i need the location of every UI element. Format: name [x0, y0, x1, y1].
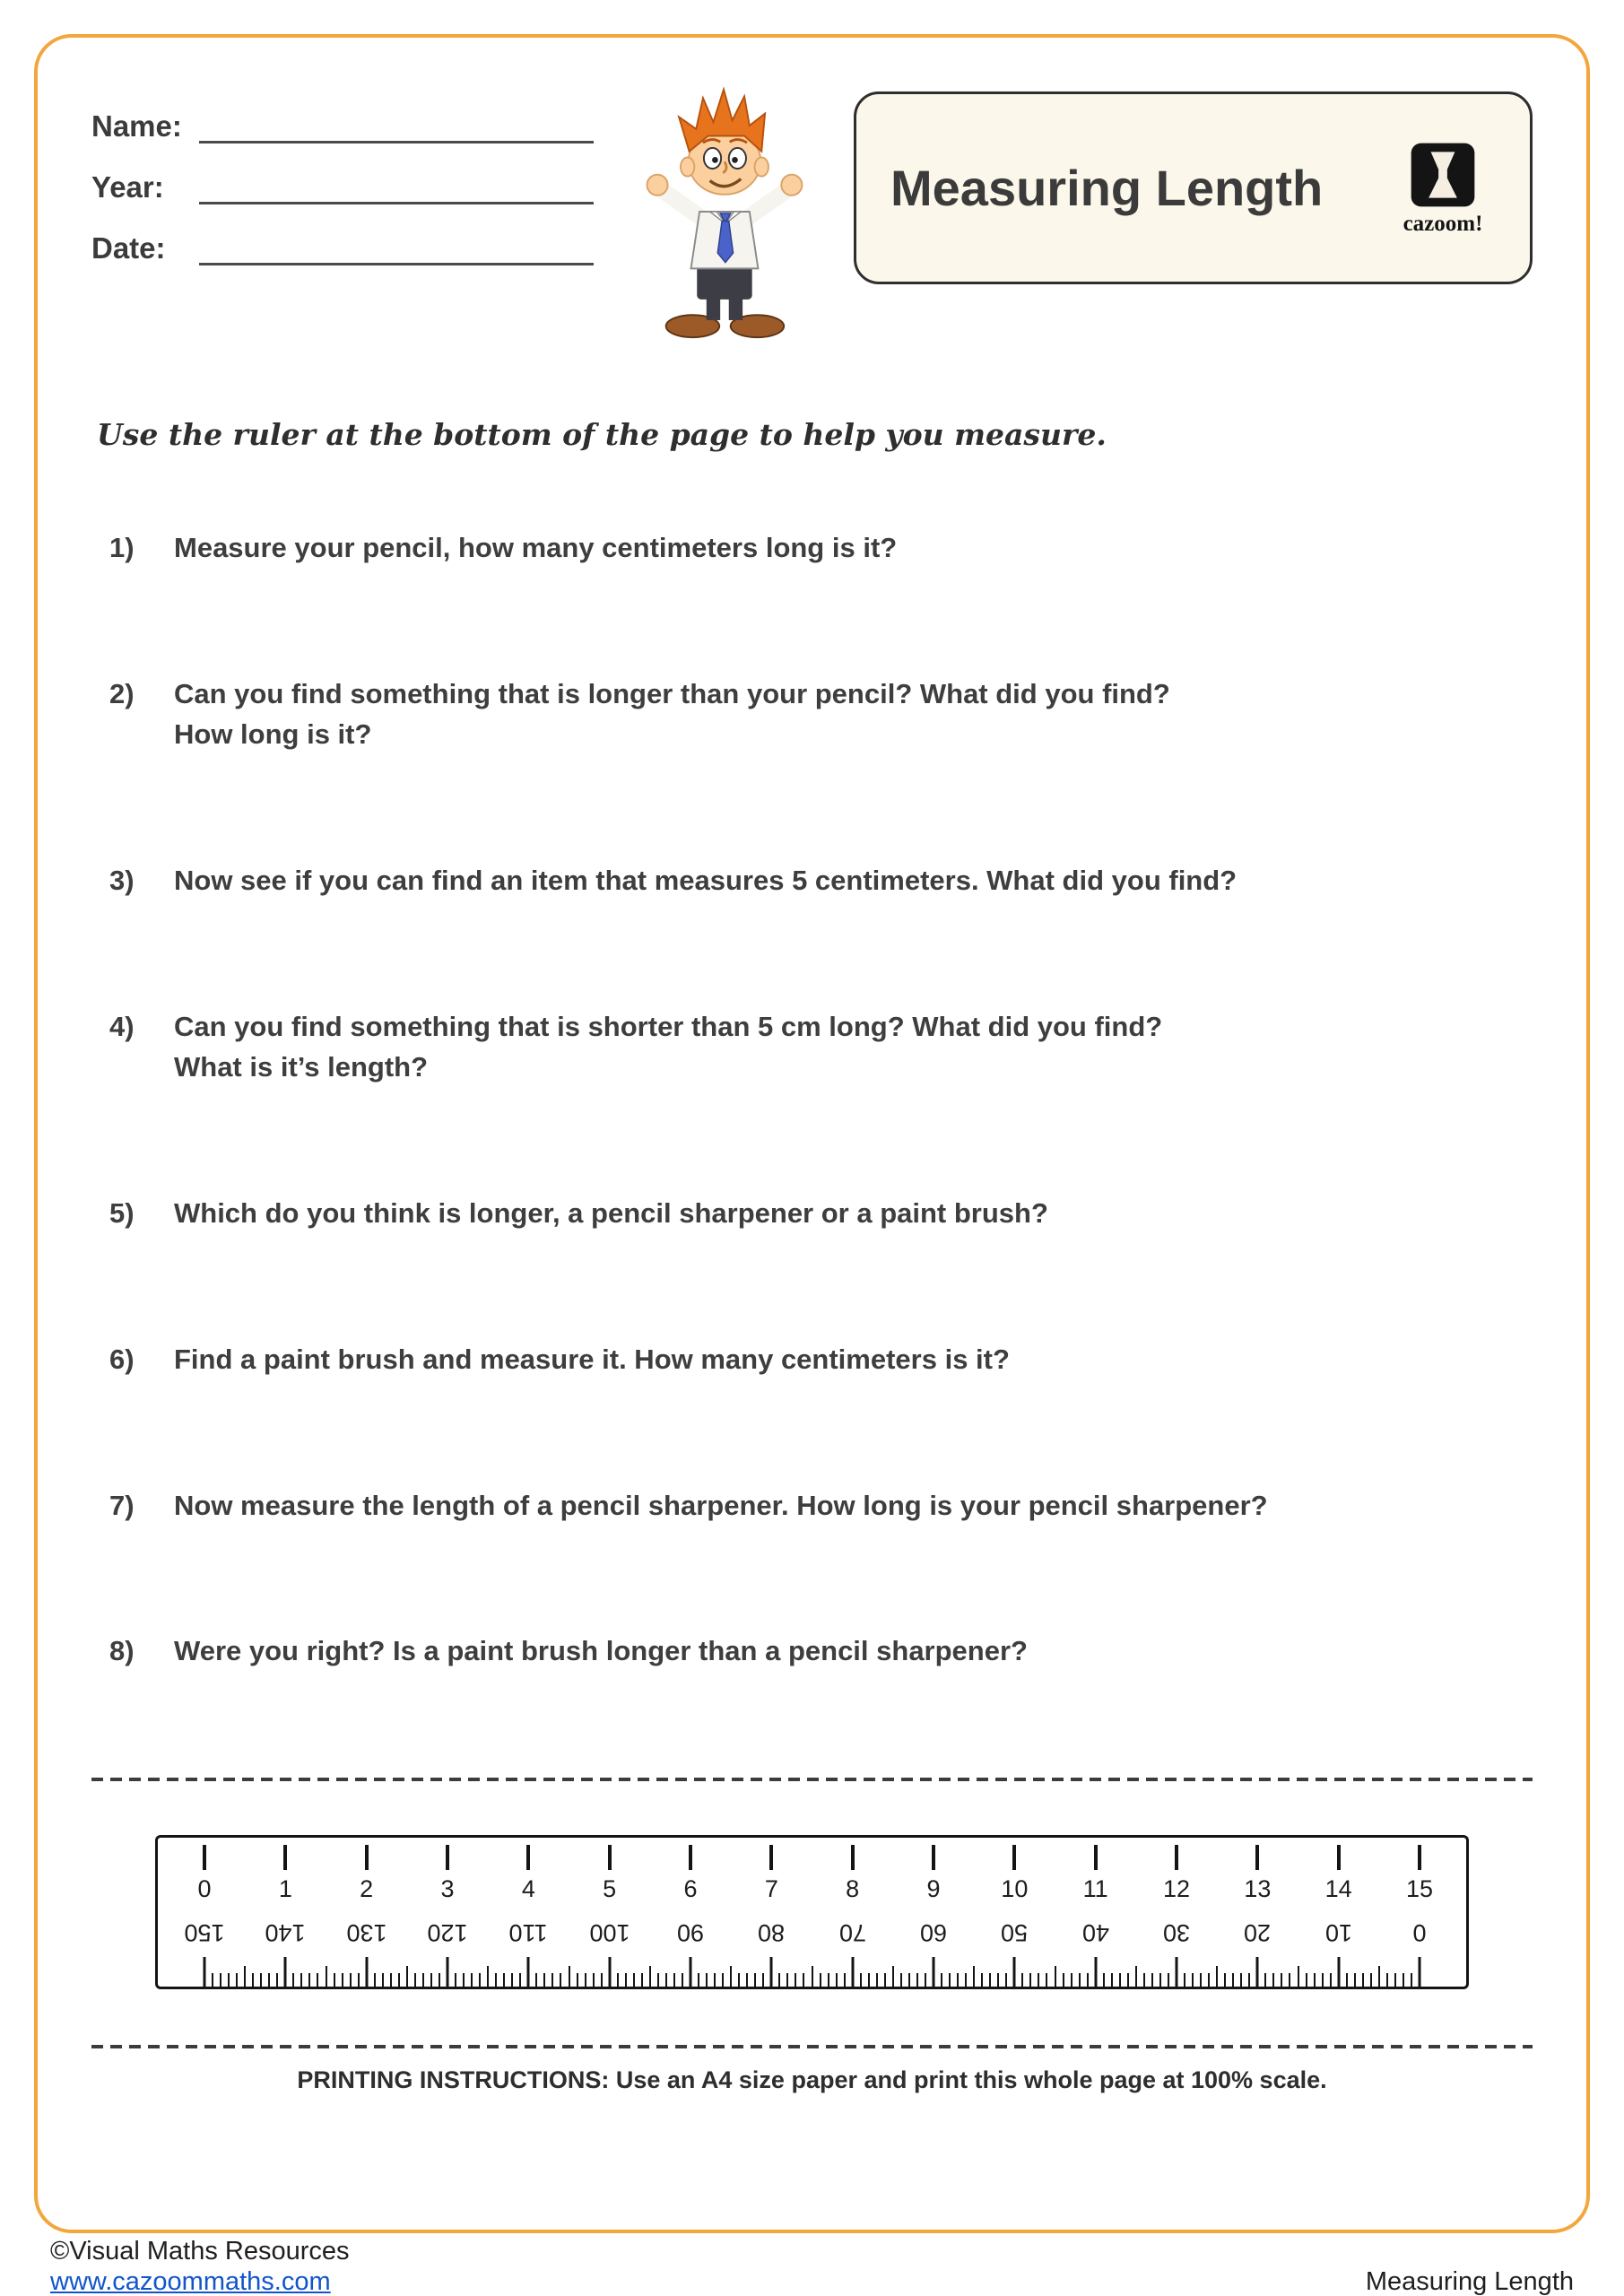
ruler-cm-label: 13 [1244, 1875, 1272, 1903]
ruler-cm-tick [1255, 1845, 1259, 1870]
ruler-mm-tick [300, 1973, 302, 1987]
ruler-mm-tick [690, 1957, 692, 1987]
ruler-mm-tick [276, 1973, 278, 1987]
ruler-cm-label: 14 [1324, 1875, 1352, 1903]
ruler-mm-tick [334, 1973, 335, 1987]
ruler-mm-tick [1224, 1973, 1226, 1987]
ruler-mm-tick [577, 1973, 578, 1987]
ruler-mm-tick [1063, 1973, 1064, 1987]
ruler-mm-label: 130 [346, 1919, 387, 1947]
ruler-mm-tick [778, 1973, 780, 1987]
cazoom-logo-text: cazoom! [1403, 211, 1483, 236]
ruler-mm-tick [1403, 1973, 1404, 1987]
ruler-mm-tick [447, 1957, 449, 1987]
ruler-mm-tick [900, 1973, 902, 1987]
ruler-cm-label: 11 [1082, 1875, 1108, 1903]
ruler-mm-tick [252, 1973, 254, 1987]
footer-website-link[interactable]: www.cazoommaths.com [50, 2267, 331, 2296]
ruler-mm-tick [390, 1973, 392, 1987]
ruler-mm-tick [1094, 1957, 1097, 1987]
ruler-mm-tick [738, 1973, 740, 1987]
ruler-mm-tick [706, 1973, 708, 1987]
question-number: 8) [109, 1635, 135, 1667]
ruler-mm-tick [585, 1973, 586, 1987]
ruler-mm-tick [1386, 1973, 1388, 1987]
ruler-mm-tick [884, 1973, 886, 1987]
ruler-mm-tick [1005, 1973, 1007, 1987]
ruler-mm-label: 50 [1001, 1919, 1029, 1947]
ruler-mm-tick [812, 1966, 813, 1987]
ruler-mm-tick [698, 1973, 699, 1987]
ruler-mm-tick [1135, 1966, 1137, 1987]
name-label: Name: [91, 109, 182, 143]
ruler-mm-label: 110 [508, 1919, 548, 1947]
question-number: 3) [109, 864, 135, 896]
ruler-mm-tick [601, 1973, 603, 1987]
ruler-mm-tick [471, 1973, 473, 1987]
question-item [109, 674, 1533, 755]
ruler-cm-tick [851, 1845, 855, 1870]
ruler-mm-tick [406, 1966, 408, 1987]
ruler-mm-tick [844, 1973, 846, 1987]
instruction-text: Use the ruler at the bottom of the page to help you measure. [97, 417, 1107, 452]
worksheet-border [34, 34, 1590, 2233]
ruler-mm-tick [1322, 1973, 1324, 1987]
ruler-mm-tick [439, 1973, 440, 1987]
ruler-mm-tick [228, 1973, 230, 1987]
ruler-mm-tick [1256, 1957, 1259, 1987]
date-label: Date: [91, 231, 166, 265]
ruler-cm-label: 8 [846, 1875, 860, 1903]
ruler-cm-label: 6 [683, 1875, 698, 1903]
ruler-cm-label: 5 [603, 1875, 617, 1903]
ruler-mm-label: 80 [758, 1919, 786, 1947]
year-field [91, 169, 594, 204]
ruler-mm-tick [1330, 1973, 1332, 1987]
ruler-cm-label: 3 [440, 1875, 455, 1903]
ruler-cm-label: 2 [360, 1875, 374, 1903]
ruler-cm-tick [446, 1845, 449, 1870]
ruler-mm-label: 10 [1324, 1919, 1352, 1947]
ruler-mm-tick [1281, 1973, 1282, 1987]
ruler-mm-tick [220, 1973, 221, 1987]
ruler-mm-tick [244, 1966, 246, 1987]
mascot-illustration [621, 83, 827, 341]
ruler-mm-tick [754, 1973, 756, 1987]
ruler-mm-tick [1354, 1973, 1356, 1987]
ruler-mm-tick [1087, 1973, 1089, 1987]
ruler-mm-tick [1143, 1973, 1145, 1987]
ruler-mm-tick [617, 1973, 619, 1987]
ruler-mm-tick [1151, 1973, 1153, 1987]
ruler-cm-label: 0 [197, 1875, 212, 1903]
ruler-mm-tick [1248, 1973, 1250, 1987]
ruler-mm-tick [317, 1973, 318, 1987]
student-fields [91, 83, 594, 291]
ruler-mm-tick [1159, 1973, 1161, 1987]
ruler-mm-tick [1411, 1973, 1412, 1987]
ruler-mm-tick [1370, 1973, 1372, 1987]
ruler-mm-tick [1362, 1973, 1364, 1987]
ruler-cm-label: 12 [1162, 1875, 1191, 1903]
ruler-mm-tick [422, 1973, 424, 1987]
questions-list [91, 528, 1533, 1672]
ruler-mm-tick [1071, 1973, 1073, 1987]
ruler-mm-tick [965, 1973, 967, 1987]
ruler-mm-tick [414, 1973, 416, 1987]
ruler-mm-tick [1168, 1973, 1169, 1987]
ruler-mm-tick [820, 1973, 821, 1987]
ruler [155, 1835, 1469, 1989]
question-item [109, 861, 1533, 901]
ruler-mm-tick [479, 1973, 481, 1987]
ruler-mm-tick [1192, 1973, 1194, 1987]
ruler-mm-tick [374, 1973, 376, 1987]
ruler-mm-tick [527, 1957, 530, 1987]
ruler-mm-tick [1046, 1973, 1047, 1987]
ruler-mm-tick [350, 1973, 352, 1987]
question-item [109, 1194, 1533, 1234]
ruler-mm-tick [455, 1973, 456, 1987]
ruler-mm-tick [1208, 1973, 1210, 1987]
ruler-mm-tick [786, 1973, 788, 1987]
ruler-mm-label: 60 [919, 1919, 948, 1947]
ruler-mm-label: 120 [427, 1919, 468, 1947]
ruler-mm-tick [382, 1973, 384, 1987]
question-text: Which do you think is longer, a pencil sharpener or a paint brush? [174, 1196, 1048, 1229]
ruler-mm-tick [908, 1973, 910, 1987]
ruler-mm-tick [236, 1973, 238, 1987]
ruler-mm-tick [973, 1966, 975, 1987]
ruler-mm-label: 30 [1162, 1919, 1191, 1947]
ruler-mm-tick [1289, 1973, 1290, 1987]
ruler-mm-tick [1127, 1973, 1129, 1987]
ruler-mm-tick [284, 1957, 287, 1987]
ruler-mm-tick [868, 1973, 870, 1987]
ruler-mm-tick [1079, 1973, 1081, 1987]
ruler-mm-tick [851, 1957, 854, 1987]
ruler-cm-label: 7 [764, 1875, 778, 1903]
ruler-mm-tick [665, 1973, 667, 1987]
question-text: Can you find something that is longer than your pencil? What did you find? How long is it? [174, 677, 1170, 750]
ruler-cm-label: 15 [1405, 1875, 1434, 1903]
ruler-cm-label: 1 [278, 1875, 292, 1903]
ruler-mm-label: 150 [184, 1919, 225, 1947]
question-item [109, 528, 1533, 569]
question-number: 4) [109, 1010, 135, 1042]
ruler-cm-tick [769, 1845, 773, 1870]
ruler-mm-tick [511, 1973, 513, 1987]
ruler-mm-label: 70 [838, 1919, 866, 1947]
ruler-mm-tick [803, 1973, 804, 1987]
ruler-mm-tick [714, 1973, 716, 1987]
question-text: Were you right? Is a paint brush longer than a pencil sharpener? [174, 1635, 1028, 1667]
ruler-cm-tick [1094, 1845, 1098, 1870]
ruler-cm-label: 10 [1001, 1875, 1029, 1903]
cut-line-top [91, 1778, 1533, 1781]
ruler-mm-tick [560, 1973, 561, 1987]
question-number: 7) [109, 1489, 135, 1521]
ruler-mm-tick [398, 1973, 400, 1987]
ruler-mm-tick [1111, 1973, 1113, 1987]
ruler-mm-tick [1103, 1973, 1105, 1987]
ruler-mm-tick [543, 1973, 545, 1987]
ruler-mm-tick [925, 1973, 926, 1987]
year-blank-line [199, 176, 594, 204]
ruler-mm-label: 0 [1412, 1919, 1427, 1947]
ruler-mm-tick [1216, 1966, 1218, 1987]
page-title: Measuring Length [890, 160, 1324, 216]
ruler-mm-tick [673, 1973, 675, 1987]
question-number: 5) [109, 1196, 135, 1229]
ruler-mm-tick [1394, 1973, 1396, 1987]
year-label: Year: [91, 170, 164, 204]
ruler-mm-label: 140 [265, 1919, 306, 1947]
ruler-mm-tick [746, 1973, 748, 1987]
ruler-mm-tick [892, 1966, 894, 1987]
ruler-mm-tick [1240, 1973, 1242, 1987]
ruler-mm-tick [503, 1973, 505, 1987]
ruler-mm-tick [1272, 1973, 1274, 1987]
ruler-mm-tick [657, 1973, 659, 1987]
ruler-mm-tick [633, 1973, 635, 1987]
cut-line-bottom [91, 2045, 1533, 2048]
ruler-cm-tick [283, 1845, 287, 1870]
ruler-mm-tick [358, 1973, 360, 1987]
ruler-mm-tick [1038, 1973, 1039, 1987]
ruler-mm-tick [268, 1973, 270, 1987]
question-number: 6) [109, 1343, 135, 1375]
ruler-mm-tick [1298, 1966, 1299, 1987]
question-text: Now see if you can find an item that measures 5 centimeters. What did you find? [174, 864, 1238, 896]
ruler-cm-tick [1337, 1845, 1341, 1870]
date-blank-line [199, 237, 594, 265]
ruler-mm-tick [535, 1973, 537, 1987]
ruler-mm-label: 100 [589, 1919, 630, 1947]
ruler-mm-tick [430, 1973, 432, 1987]
question-text: Now measure the length of a pencil sharpener. How long is your pencil sharpener? [174, 1489, 1268, 1521]
ruler-mm-tick [933, 1957, 935, 1987]
date-field [91, 230, 594, 265]
ruler-cm-tick [1175, 1845, 1178, 1870]
ruler-mm-tick [730, 1966, 732, 1987]
ruler-mm-tick [836, 1973, 838, 1987]
ruler-mm-tick [649, 1966, 651, 1987]
ruler-mm-tick [260, 1973, 262, 1987]
ruler-mm-tick [625, 1973, 627, 1987]
question-item [109, 1486, 1533, 1526]
ruler-mm-tick [1378, 1966, 1380, 1987]
question-item [109, 1340, 1533, 1380]
ruler-mm-tick [1200, 1973, 1202, 1987]
ruler-mm-tick [212, 1973, 213, 1987]
ruler-mm-tick [828, 1973, 829, 1987]
ruler-mm-tick [463, 1973, 465, 1987]
ruler-cm-tick [203, 1845, 206, 1870]
ruler-cm-tick [365, 1845, 369, 1870]
ruler-cm-tick [689, 1845, 692, 1870]
ruler-mm-tick [569, 1966, 570, 1987]
ruler-mm-tick [1346, 1973, 1348, 1987]
ruler-mm-tick [608, 1957, 611, 1987]
ruler-mm-tick [1029, 1973, 1031, 1987]
ruler-mm-tick [1419, 1957, 1421, 1987]
ruler-mm-tick [641, 1973, 643, 1987]
ruler-cm-tick [608, 1845, 612, 1870]
name-blank-line [199, 115, 594, 144]
ruler-cm-label: 9 [926, 1875, 941, 1903]
ruler-cm-tick [1418, 1845, 1421, 1870]
ruler-mm-tick [292, 1973, 294, 1987]
ruler-mm-label: 40 [1081, 1919, 1109, 1947]
ruler-mm-tick [989, 1973, 991, 1987]
ruler-mm-tick [365, 1957, 368, 1987]
footer-copyright: ©Visual Maths Resources [50, 2237, 350, 2266]
ruler-mm-tick [997, 1973, 999, 1987]
ruler-cm-tick [1012, 1845, 1016, 1870]
ruler-mm-label: 20 [1244, 1919, 1272, 1947]
ruler-mm-tick [551, 1973, 553, 1987]
ruler-mm-tick [1306, 1973, 1307, 1987]
ruler-mm-tick [1055, 1966, 1056, 1987]
question-item [109, 1007, 1533, 1088]
ruler-cm-tick [526, 1845, 530, 1870]
ruler-cm-tick [932, 1845, 935, 1870]
question-text: Find a paint brush and measure it. How many centimeters is it? [174, 1343, 1010, 1375]
cartoon-boy-icon [621, 83, 827, 341]
ruler-mm-tick [1184, 1973, 1185, 1987]
ruler-mm-tick [204, 1957, 206, 1987]
ruler-mm-tick [762, 1973, 764, 1987]
ruler-mm-tick [860, 1973, 862, 1987]
ruler-mm-tick [916, 1973, 918, 1987]
ruler-mm-tick [795, 1973, 796, 1987]
question-number: 1) [109, 532, 135, 563]
question-text: Measure your pencil, how many centimeters long is it? [174, 532, 898, 563]
ruler-mm-tick [770, 1957, 773, 1987]
question-number: 2) [109, 677, 135, 709]
cazoom-hourglass-icon [1408, 140, 1478, 210]
ruler-mm-tick [981, 1973, 983, 1987]
ruler-mm-tick [1337, 1957, 1340, 1987]
ruler-scale [184, 1838, 1434, 1987]
ruler-mm-tick [949, 1973, 951, 1987]
printing-instructions: PRINTING INSTRUCTIONS: Use an A4 size paper and print this whole page at 100% scale. [297, 2066, 1327, 2094]
question-text: Can you find something that is shorter than 5 cm long? What did you find? What is it’s length? [174, 1010, 1163, 1083]
ruler-mm-tick [519, 1973, 521, 1987]
ruler-cm-label: 4 [521, 1875, 535, 1903]
ruler-mm-tick [1264, 1973, 1266, 1987]
ruler-mm-tick [1021, 1973, 1023, 1987]
ruler-mm-tick [1314, 1973, 1316, 1987]
ruler-mm-tick [957, 1973, 959, 1987]
header [91, 83, 1533, 341]
ruler-mm-tick [342, 1973, 343, 1987]
ruler-mm-label: 90 [676, 1919, 705, 1947]
ruler-mm-tick [495, 1973, 497, 1987]
ruler-mm-tick [1013, 1957, 1016, 1987]
ruler-mm-tick [682, 1973, 683, 1987]
ruler-mm-tick [308, 1973, 310, 1987]
name-field [91, 108, 594, 144]
footer-doc-title: Measuring Length [1365, 2267, 1574, 2296]
ruler-mm-tick [876, 1973, 878, 1987]
worksheet-content [38, 38, 1586, 2230]
ruler-mm-tick [487, 1966, 489, 1987]
ruler-mm-tick [326, 1966, 327, 1987]
question-item [109, 1631, 1533, 1672]
cazoom-logo [1390, 140, 1496, 237]
title-box [854, 91, 1533, 284]
ruler-mm-tick [1232, 1973, 1234, 1987]
ruler-mm-tick [722, 1973, 724, 1987]
ruler-mm-tick [593, 1973, 595, 1987]
ruler-mm-tick [1119, 1973, 1121, 1987]
ruler-mm-tick [941, 1973, 942, 1987]
ruler-mm-tick [1176, 1957, 1178, 1987]
